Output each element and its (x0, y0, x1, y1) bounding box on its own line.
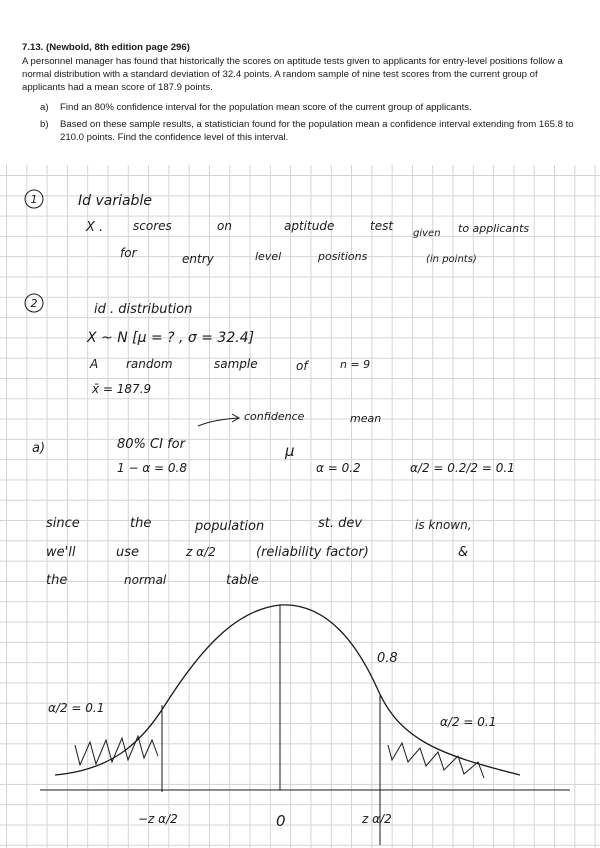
variable-label: X . (86, 220, 104, 235)
note-word: entry (182, 252, 214, 266)
ci-statement: 80% CI for (117, 437, 185, 452)
note-word: sample (214, 357, 258, 371)
step-1 (25, 190, 529, 266)
center-area-label: 0.8 (377, 651, 398, 666)
reasoning-note (46, 516, 472, 588)
note-word: given (413, 228, 441, 239)
note-word: to applicants (458, 222, 530, 235)
step-heading: id . distribution (94, 302, 193, 317)
alpha-equation: 1 − α = 0.8 (117, 461, 187, 475)
step-2 (25, 294, 370, 396)
note-word: random (126, 357, 173, 371)
note-word: confidence (244, 410, 305, 423)
part-text: Find an 80% confidence interval for the population mean score of the current group of applicants. (60, 102, 472, 113)
note-word: table (226, 573, 259, 588)
left-tail-label: α/2 = 0.1 (48, 701, 105, 715)
note-word: (reliability factor) (256, 545, 369, 560)
note-word: we'll (46, 545, 76, 560)
part-a-work (32, 410, 515, 475)
note-word: use (116, 545, 140, 560)
note-word: test (370, 219, 394, 233)
normal-curve-sketch (40, 605, 570, 845)
note-word: st. dev (318, 516, 363, 531)
note-word: is known, (415, 518, 472, 532)
step-heading: Id variable (78, 193, 152, 209)
note-word: the (130, 516, 152, 531)
note-word: A (90, 357, 99, 371)
note-word: for (120, 246, 137, 260)
center-value-label: 0 (276, 812, 286, 830)
part-label: a) (32, 441, 46, 456)
note-word: (in points) (426, 254, 477, 265)
note-word: normal (124, 573, 167, 587)
note-word: z α/2 (186, 545, 216, 559)
note-word: the (46, 573, 68, 588)
part-label: a) (40, 102, 49, 113)
alpha-half: α/2 = 0.2/2 = 0.1 (410, 461, 515, 475)
sample-mean: x̄ = 187.9 (92, 382, 152, 396)
right-tail-label: α/2 = 0.1 (440, 715, 497, 729)
note-word: aptitude (284, 219, 335, 233)
note-word: mean (350, 412, 382, 425)
note-word: & (458, 545, 469, 560)
part-label: b) (40, 119, 49, 130)
left-tail-shading (75, 736, 158, 765)
note-word: level (255, 250, 282, 263)
note-word: since (46, 516, 80, 531)
problem-title: 7.13. (Newbold, 8th edition page 296) (22, 42, 190, 53)
note-word: n = 9 (340, 358, 371, 371)
left-critical-label: −z α/2 (138, 812, 178, 826)
step-number: 1 (30, 193, 38, 206)
note-word: positions (318, 250, 368, 263)
note-word: on (217, 219, 232, 233)
alpha-value: α = 0.2 (316, 461, 361, 475)
note-word: population (195, 519, 265, 534)
part-text: Based on these sample results, a statistician found for the population mean a confidence interval extending from 165.8 to 210.0 points. Find the confidence level of this interval. (60, 119, 574, 144)
mu-symbol: μ (285, 442, 295, 460)
problem-text: A personnel manager has found that historically the scores on aptitude tests given to applicants for entry-level positions follow a normal distribution with a standard deviation of 32.4 points. A random sample of nine test scores from the current group of applicants had a mean score of 187.9 points. (22, 56, 563, 94)
step-number: 2 (30, 297, 38, 310)
distribution-formula: X ~ N [μ = ? , σ = 32.4] (87, 330, 255, 346)
note-word: of (296, 359, 308, 373)
right-critical-label: z α/2 (362, 812, 392, 826)
note-word: scores (133, 219, 172, 233)
